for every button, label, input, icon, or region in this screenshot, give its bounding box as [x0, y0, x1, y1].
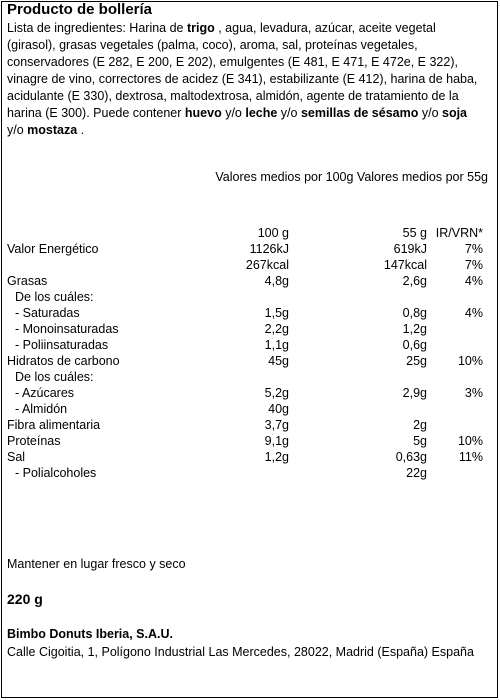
value-per-100g: 9,1g [264, 434, 289, 448]
nutrition-row [7, 257, 487, 273]
value-per-55g: 22g [406, 466, 427, 480]
value-per-55g: 1,2g [402, 322, 427, 336]
value-ir-percent: 7% [464, 258, 483, 272]
nutrient-name: - Monoinsaturadas [15, 322, 119, 336]
ingredients-text: . [77, 123, 85, 137]
nutrition-header-row [7, 225, 487, 241]
col-header-55g: 55 g [402, 226, 427, 240]
nutrition-row [7, 417, 487, 433]
value-per-55g: 0,8g [402, 306, 427, 320]
ingredients-text: Lista de ingredientes: Harina de [7, 21, 187, 35]
nutrient-name: De los cuáles: [15, 370, 94, 384]
nutrient-name: Grasas [7, 274, 48, 288]
value-per-55g: 619kJ [393, 242, 427, 256]
value-ir-percent: 11% [458, 450, 483, 464]
allergen-text: soja [442, 106, 468, 120]
allergen-text: semillas de sésamo [300, 106, 419, 120]
ingredients-list [7, 20, 485, 139]
nutrient-name: Valor Energético [7, 242, 99, 256]
nutrition-rows [7, 241, 487, 481]
nutrient-name: - Polialcoholes [15, 466, 97, 480]
nutrient-name: De los cuáles: [15, 290, 94, 304]
nutrition-row [7, 369, 487, 385]
ingredients-text: , agua, levadura, azúcar, aceite vegetal (girasol), grasas vegetales (palma, coco), aroma, sal, proteínas vegetales, conservadores (E 282, E 200, E 202), emulgentes (E 481, E 471, E 472e, E 322), vinagre de vino, correctores de acidez (E 341), estabilizante (E 412), harina de haba, acidulante (E 330), dextrosa, maltodextrosa, almidón, agente de tratamiento de la harina (E 300). Puede contener [7, 21, 478, 120]
value-per-100g: 5,2g [264, 386, 289, 400]
value-per-55g: 2,6g [402, 274, 427, 288]
nutrition-row [7, 273, 487, 289]
value-per-100g: 1,2g [264, 450, 289, 464]
allergen-text: trigo [186, 21, 215, 35]
net-weight: 220 g [7, 591, 43, 607]
value-per-100g: 3,7g [264, 418, 289, 432]
value-ir-percent: 4% [464, 274, 483, 288]
col-header-100g: 100 g [257, 226, 289, 240]
value-per-100g: 1126kJ [249, 242, 289, 256]
ingredients-text: y/o [7, 123, 28, 137]
nutrition-row [7, 401, 487, 417]
nutrient-name: - Almidón [15, 402, 68, 416]
value-per-100g: 2,2g [264, 322, 289, 336]
nutrition-table [7, 225, 487, 481]
company-address: Calle Cigoitia, 1, Polígono Industrial Las Mercedes, 28022, Madrid (España) España [7, 645, 474, 659]
nutrition-row [7, 321, 487, 337]
nutrient-name: - Azúcares [15, 386, 75, 400]
value-per-55g: 2g [413, 418, 427, 432]
nutrition-row [7, 241, 487, 257]
value-per-100g: 267kcal [245, 258, 289, 272]
ingredients-text: y/o [221, 106, 246, 120]
nutrition-row [7, 305, 487, 321]
allergen-text: huevo [184, 106, 222, 120]
nutrition-row [7, 449, 487, 465]
value-per-55g: 25g [406, 354, 427, 368]
nutrition-row [7, 465, 487, 481]
value-per-55g: 0,6g [402, 338, 427, 352]
ingredients-text: y/o [418, 106, 442, 120]
nutrition-row [7, 289, 487, 305]
product-title: Producto de bollería [7, 1, 153, 18]
nutrient-name: Sal [7, 450, 26, 464]
value-per-100g: 40g [268, 402, 289, 416]
company-name: Bimbo Donuts Iberia, S.A.U. [7, 627, 173, 641]
value-per-55g: 147kcal [383, 258, 427, 272]
value-per-55g: 0,63g [395, 450, 427, 464]
nutrition-headline: Valores medios por 100g Valores medios por 55g [215, 170, 488, 184]
value-ir-percent: 4% [464, 306, 483, 320]
nutrition-row [7, 337, 487, 353]
value-per-100g: 4,8g [264, 274, 289, 288]
allergen-text: leche [245, 106, 278, 120]
nutrition-row [7, 353, 487, 369]
nutrient-name: Fibra alimentaria [7, 418, 101, 432]
value-per-100g: 1,1g [264, 338, 289, 352]
value-ir-percent: 7% [464, 242, 483, 256]
col-header-ir: IR/VRN* [435, 226, 483, 240]
nutrient-name: Hidratos de carbono [7, 354, 120, 368]
nutrition-row [7, 433, 487, 449]
ingredients-text: y/o [277, 106, 301, 120]
value-ir-percent: 10% [457, 354, 483, 368]
nutrient-name: Proteínas [7, 434, 61, 448]
nutrient-name: - Saturadas [15, 306, 80, 320]
value-per-55g: 2,9g [402, 386, 427, 400]
nutrition-row [7, 385, 487, 401]
storage-instructions: Mantener en lugar fresco y seco [7, 557, 186, 571]
allergen-text: mostaza [27, 123, 78, 137]
value-ir-percent: 3% [464, 386, 483, 400]
value-per-100g: 1,5g [264, 306, 289, 320]
value-per-55g: 5g [413, 434, 427, 448]
nutrient-name: - Poliinsaturadas [15, 338, 109, 352]
value-per-100g: 45g [268, 354, 289, 368]
value-ir-percent: 10% [457, 434, 483, 448]
